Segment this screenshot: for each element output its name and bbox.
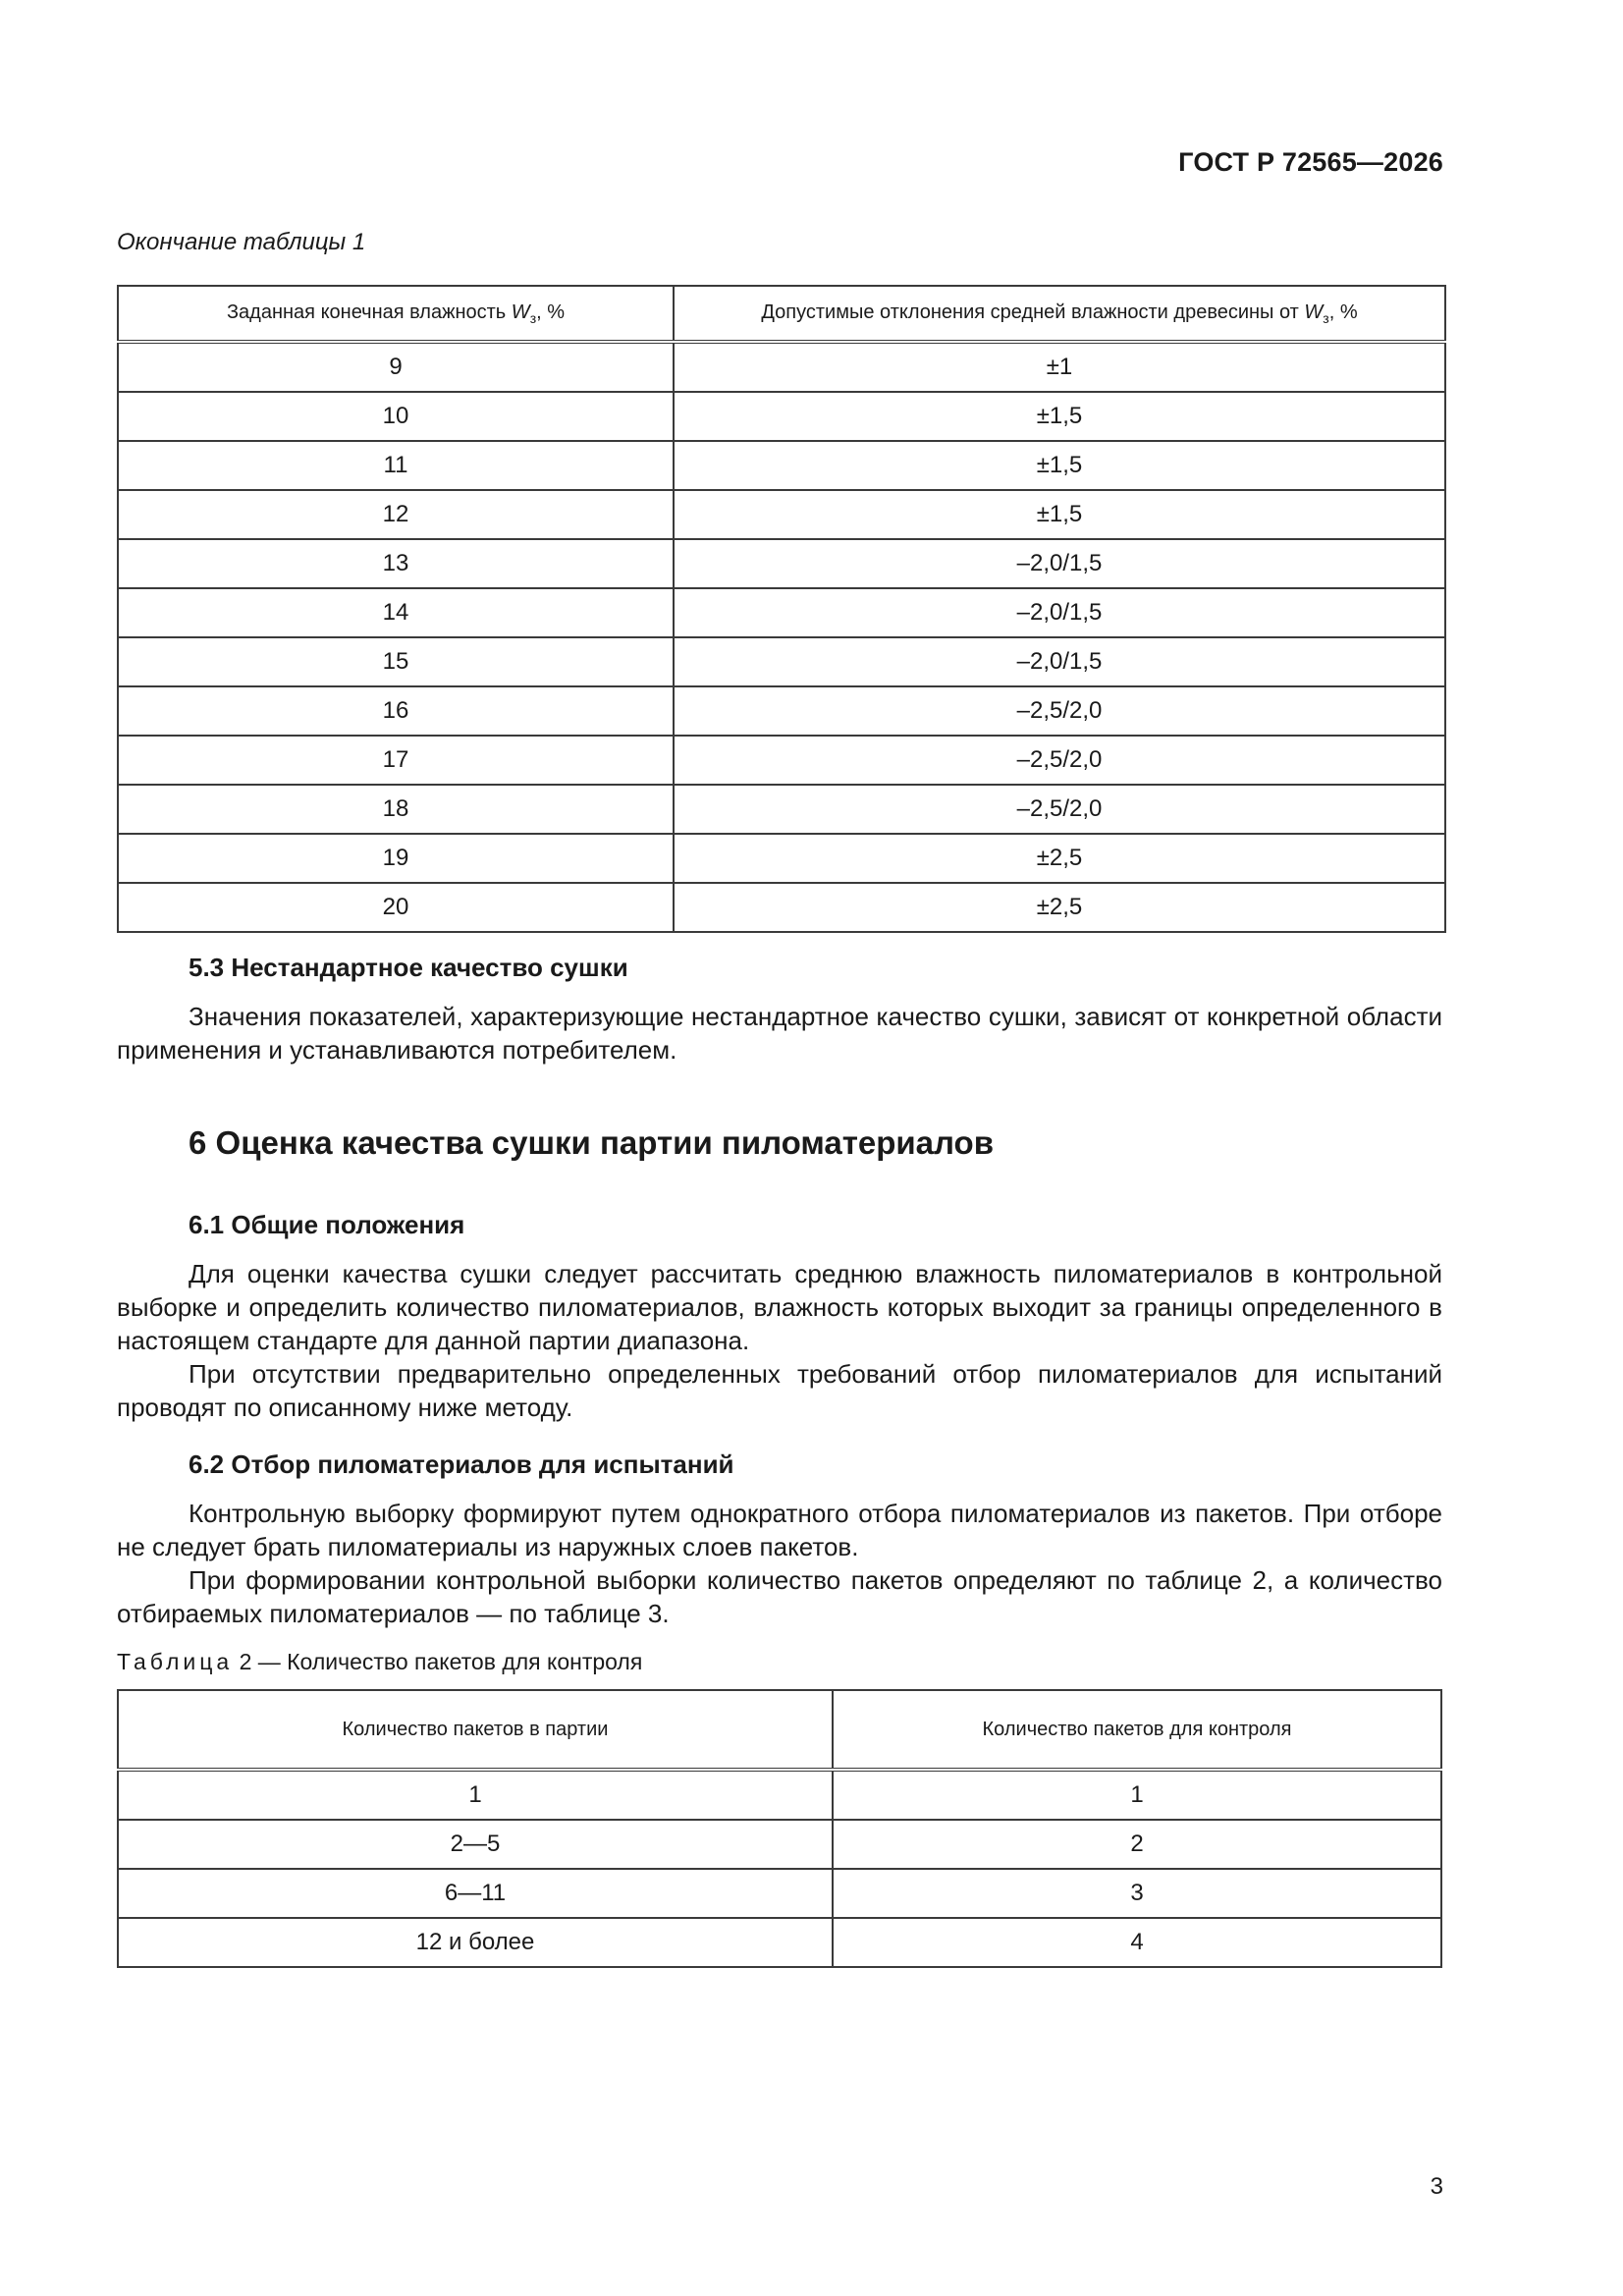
table-row [118, 1820, 1441, 1869]
table2-col2-header: Количество пакетов для контроля [833, 1690, 1441, 1770]
table-row [118, 686, 1445, 736]
section-6-2-heading: 6.2 Отбор пиломатериалов для испытаний [189, 1449, 734, 1479]
table-cell: ±2,5 [674, 883, 1445, 932]
table-cell: –2,0/1,5 [674, 588, 1445, 637]
table-row [118, 490, 1445, 539]
table-row [118, 342, 1445, 392]
table-cell: 9 [118, 342, 674, 392]
table-cell: 14 [118, 588, 674, 637]
table-cell: 2—5 [118, 1820, 833, 1869]
table-cell: 12 [118, 490, 674, 539]
table-cell: –2,5/2,0 [674, 785, 1445, 834]
paragraph: При формировании контрольной выборки количество пакетов определяют по таблице 2, а количество отбираемых пиломатериалов — по таблице 3. [117, 1565, 1442, 1628]
table-cell: –2,0/1,5 [674, 637, 1445, 686]
table-cell: –2,5/2,0 [674, 736, 1445, 785]
table-cell: 18 [118, 785, 674, 834]
paragraph: Контрольную выборку формируют путем однократного отбора пиломатериалов из пакетов. При отборе не следует брать пиломатериалы из наружных слоев пакетов. [117, 1499, 1442, 1561]
table-cell: 16 [118, 686, 674, 736]
paragraph: Для оценки качества сушки следует рассчитать среднюю влажность пиломатериалов в контрольной выборке и определить количество пиломатериалов, влажность которых выходит за границы определенного в настоящем стандарте для данной партии диапазона. [117, 1259, 1442, 1355]
table-row [118, 834, 1445, 883]
table-cell: 20 [118, 883, 674, 932]
paragraph: Значения показателей, характеризующие нестандартное качество сушки, зависят от конкретной области применения и устанавливаются потребителем. [117, 1002, 1442, 1065]
table1-col1-header: Заданная конечная влажность $W_з$, % [118, 286, 674, 342]
table-row [118, 637, 1445, 686]
table-row [118, 1770, 1441, 1820]
table2 [117, 1689, 1442, 1968]
table2-caption: Таблица 2 — Количество пакетов для контроля [117, 1649, 643, 1674]
table-cell: 15 [118, 637, 674, 686]
table-cell: ±1 [674, 342, 1445, 392]
table-cell: 12 и более [118, 1918, 833, 1967]
section-6-1-body [117, 1257, 1442, 1424]
table-cell: 4 [833, 1918, 1441, 1967]
table-cell: 3 [833, 1869, 1441, 1918]
table-cell: 6—11 [118, 1869, 833, 1918]
table1-continuation-label: Окончание таблицы 1 [117, 229, 366, 255]
table-cell: 19 [118, 834, 674, 883]
table-row [118, 883, 1445, 932]
table-row [118, 392, 1445, 441]
table-cell: ±1,5 [674, 490, 1445, 539]
table-cell: –2,0/1,5 [674, 539, 1445, 588]
section-6-2-body [117, 1497, 1442, 1630]
table-row [118, 785, 1445, 834]
table-cell: 17 [118, 736, 674, 785]
page-number: 3 [1430, 2173, 1443, 2200]
table-cell: ±2,5 [674, 834, 1445, 883]
table-cell: ±1,5 [674, 392, 1445, 441]
table-row [118, 1869, 1441, 1918]
table-row [118, 1918, 1441, 1967]
table-cell: ±1,5 [674, 441, 1445, 490]
section-6-1-heading: 6.1 Общие положения [189, 1210, 465, 1239]
table2-col1-header: Количество пакетов в партии [118, 1690, 833, 1770]
section-5-3-heading: 5.3 Нестандартное качество сушки [189, 953, 628, 982]
document-code: ГОСТ Р 72565—2026 [1178, 147, 1443, 177]
table-cell: 1 [833, 1770, 1441, 1820]
table1-header-row [118, 286, 1445, 342]
table2-header-row [118, 1690, 1441, 1770]
table1-col2-header: Допустимые отклонения средней влажности древесины от $W_з$, % [674, 286, 1445, 342]
table-cell: 13 [118, 539, 674, 588]
table-row [118, 441, 1445, 490]
table-cell: 1 [118, 1770, 833, 1820]
table1 [117, 285, 1446, 933]
section-6-heading: 6 Оценка качества сушки партии пиломатериалов [189, 1124, 994, 1161]
table-row [118, 736, 1445, 785]
table-cell: 2 [833, 1820, 1441, 1869]
table-row [118, 588, 1445, 637]
table-cell: 11 [118, 441, 674, 490]
table-cell: –2,5/2,0 [674, 686, 1445, 736]
table-row [118, 539, 1445, 588]
paragraph: При отсутствии предварительно определенных требований отбор пиломатериалов для испытаний проводят по описанному ниже методу. [117, 1359, 1442, 1422]
table-cell: 10 [118, 392, 674, 441]
section-5-3-body [117, 1000, 1442, 1066]
